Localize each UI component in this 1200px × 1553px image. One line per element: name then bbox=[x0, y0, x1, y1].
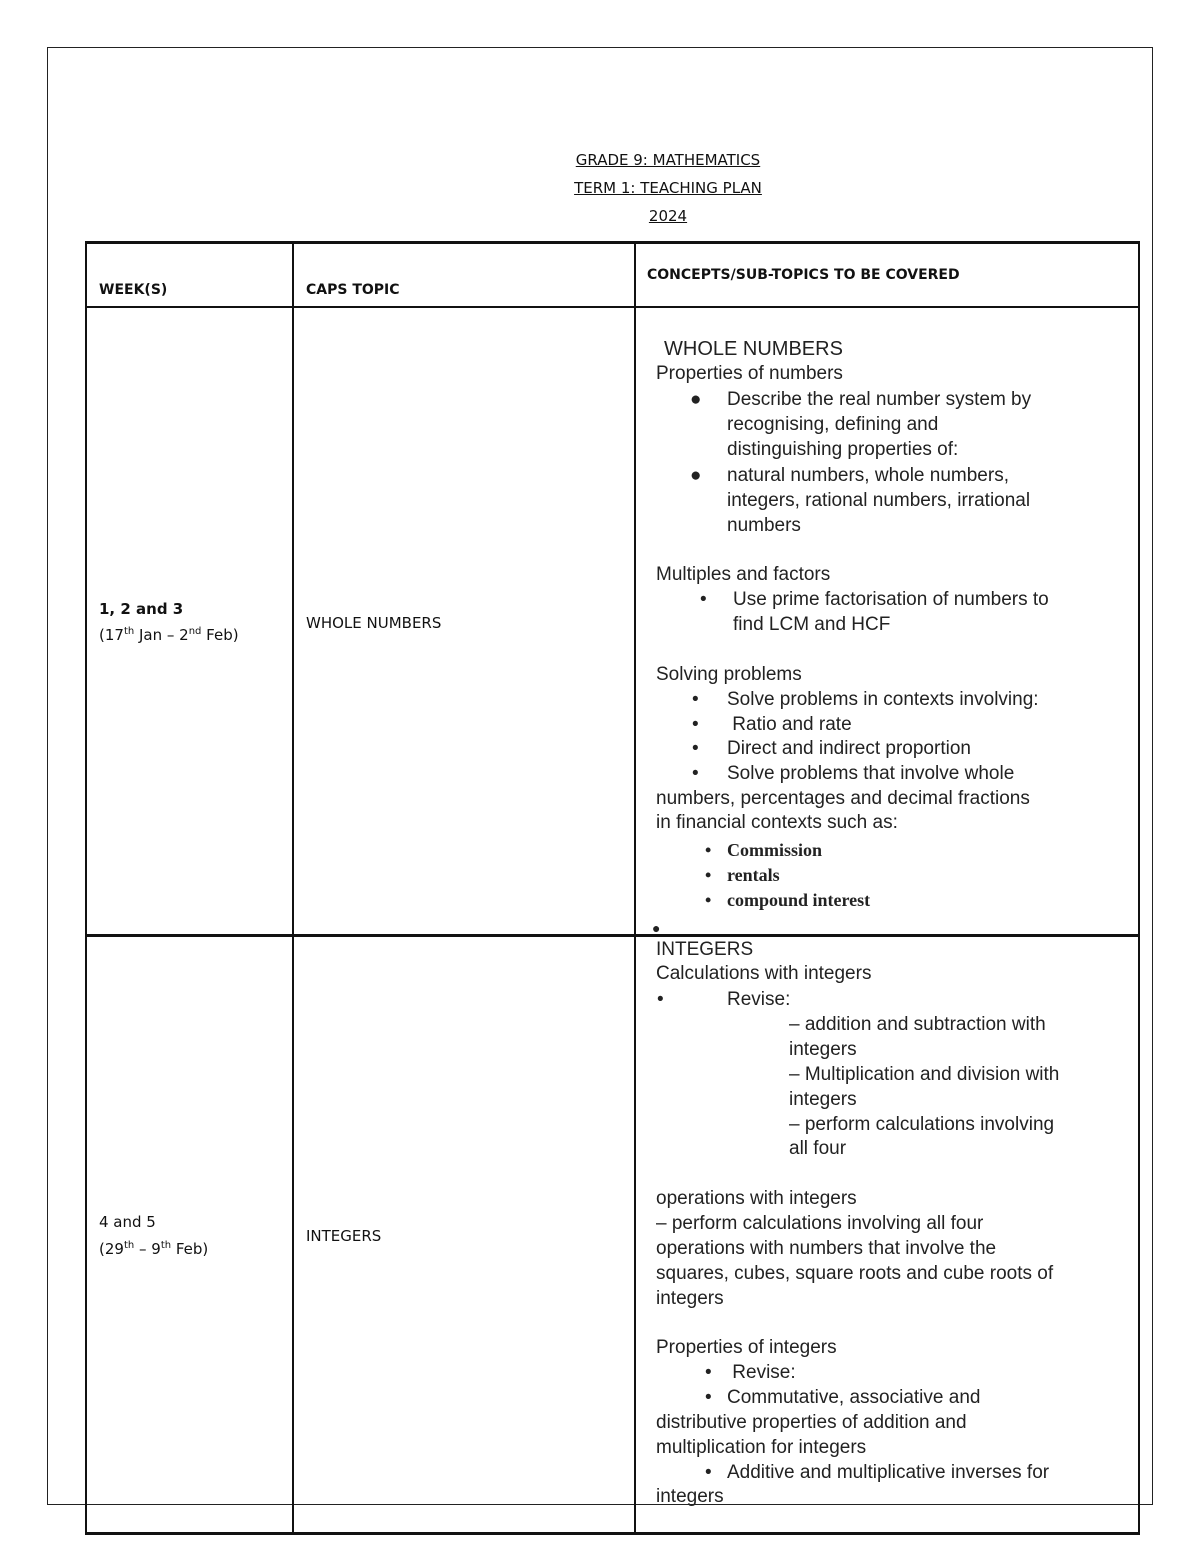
wn-heading: WHOLE NUMBERS bbox=[664, 338, 843, 360]
row1-dates: (17th Jan – 2nd Feb) bbox=[99, 626, 239, 644]
int-ops-l4: squares, cubes, square roots and cube roots of bbox=[656, 1263, 1054, 1284]
wn-solve-b4: Solve problems that involve whole bbox=[727, 763, 1015, 784]
wn-solving-heading: Solving problems bbox=[656, 664, 802, 685]
title-line-3: 2024 bbox=[648, 207, 688, 225]
wn-prop-b1-l3: distinguishing properties of: bbox=[727, 439, 959, 460]
int-revise: Revise: bbox=[727, 989, 791, 1010]
row1-topic: WHOLE NUMBERS bbox=[306, 614, 442, 632]
int-ops-l2: – perform calculations involving all four bbox=[656, 1213, 984, 1234]
header-bottom-border bbox=[85, 306, 1140, 308]
int-r3-l1: – perform calculations involving bbox=[789, 1114, 1055, 1135]
bullet-icon: • bbox=[705, 1362, 712, 1383]
int-p-l6: integers bbox=[656, 1486, 724, 1507]
int-p-b2: Commutative, associative and bbox=[727, 1387, 981, 1408]
int-p-revise: Revise: bbox=[727, 1362, 796, 1383]
wn-fin-2: rentals bbox=[727, 865, 780, 885]
row2-weeks: 4 and 5 bbox=[99, 1213, 156, 1231]
bullet-icon: • bbox=[657, 989, 664, 1010]
wn-fin-3: compound interest bbox=[727, 890, 871, 910]
int-ops-l1: operations with integers bbox=[656, 1188, 857, 1209]
int-r3-l2: all four bbox=[789, 1138, 847, 1159]
wn-properties-heading: Properties of numbers bbox=[656, 363, 843, 384]
int-p-l3: distributive properties of addition and bbox=[656, 1412, 967, 1433]
wn-mult-b1-l1: Use prime factorisation of numbers to bbox=[733, 589, 1049, 610]
bullet-icon: • bbox=[700, 589, 707, 610]
wn-solve-b3: Direct and indirect proportion bbox=[727, 738, 971, 759]
wn-prop-b2-l3: numbers bbox=[727, 515, 801, 536]
int-r1-l1: – addition and subtraction with bbox=[789, 1014, 1046, 1035]
bullet-icon: • bbox=[692, 714, 699, 735]
header-concepts: CONCEPTS/SUB-TOPICS TO BE COVERED bbox=[647, 267, 960, 283]
bullet-icon: ● bbox=[690, 389, 702, 410]
column-divider-1 bbox=[292, 241, 294, 1535]
int-r2-l2: integers bbox=[789, 1089, 857, 1110]
bullet-icon: • bbox=[692, 738, 699, 759]
wn-prop-b1-l2: recognising, defining and bbox=[727, 414, 939, 435]
bullet-icon: ● bbox=[652, 920, 661, 936]
bullet-icon: • bbox=[705, 865, 712, 885]
table-top-border bbox=[85, 241, 1140, 244]
wn-fin-1: Commission bbox=[727, 840, 823, 860]
wn-prop-b2-l1: natural numbers, whole numbers, bbox=[727, 465, 1009, 486]
row-divider bbox=[85, 934, 1140, 937]
int-ops-l5: integers bbox=[656, 1288, 724, 1309]
title-line-2: TERM 1: TEACHING PLAN bbox=[574, 179, 762, 197]
header-weeks: WEEK(S) bbox=[99, 282, 168, 298]
wn-solve-b1: Solve problems in contexts involving: bbox=[727, 689, 1039, 710]
bullet-icon: ● bbox=[690, 465, 702, 486]
int-ops-l3: operations with numbers that involve the bbox=[656, 1238, 997, 1259]
column-divider-2 bbox=[634, 241, 636, 1535]
wn-prop-b1-l1: Describe the real number system by bbox=[727, 389, 1032, 410]
row2-topic: INTEGERS bbox=[306, 1227, 382, 1245]
header-caps-topic: CAPS TOPIC bbox=[306, 282, 400, 298]
document-title bbox=[0, 146, 1200, 230]
int-p-l4: multiplication for integers bbox=[656, 1437, 867, 1458]
wn-solve-b2: Ratio and rate bbox=[727, 714, 852, 735]
wn-solve-l5: numbers, percentages and decimal fractions bbox=[656, 788, 1030, 809]
int-p-b5: Additive and multiplicative inverses for bbox=[727, 1462, 1050, 1483]
int-r2-l1: – Multiplication and division with bbox=[789, 1064, 1060, 1085]
bullet-icon: • bbox=[705, 1387, 712, 1408]
wn-multiples-heading: Multiples and factors bbox=[656, 564, 831, 585]
int-r1-l2: integers bbox=[789, 1039, 857, 1060]
wn-mult-b1-l2: find LCM and HCF bbox=[733, 614, 891, 635]
bullet-icon: • bbox=[705, 890, 712, 910]
table-bottom-border bbox=[85, 1532, 1140, 1535]
int-calc-heading: Calculations with integers bbox=[656, 963, 872, 984]
bullet-icon: • bbox=[705, 840, 712, 860]
wn-solve-l6: in financial contexts such as: bbox=[656, 812, 898, 833]
int-props-heading: Properties of integers bbox=[656, 1337, 837, 1358]
bullet-icon: • bbox=[705, 1462, 712, 1483]
wn-prop-b2-l2: integers, rational numbers, irrational bbox=[727, 490, 1031, 511]
bullet-icon: • bbox=[692, 763, 699, 784]
row1-weeks: 1, 2 and 3 bbox=[99, 600, 184, 618]
row2-dates: (29th – 9th Feb) bbox=[99, 1240, 209, 1258]
int-heading: INTEGERS bbox=[656, 939, 754, 960]
title-line-1: GRADE 9: MATHEMATICS bbox=[575, 151, 761, 169]
bullet-icon: • bbox=[692, 689, 699, 710]
table-left-border bbox=[85, 241, 87, 1535]
table-right-border bbox=[1138, 241, 1140, 1535]
